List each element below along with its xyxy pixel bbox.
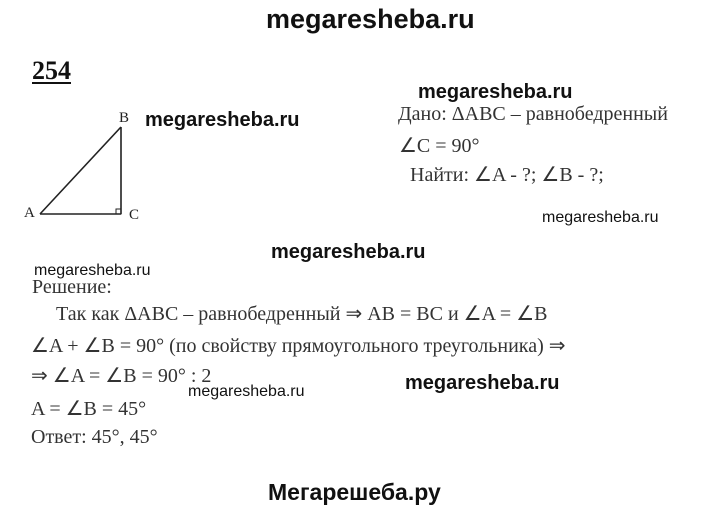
solution-line-1: Так как ΔABC – равнобедренный ⇒ AB = BC и ∠A = ∠B xyxy=(56,303,548,325)
watermark-given: megaresheba.ru xyxy=(418,81,573,103)
given-line-1: Дано: ΔABC – равнобедренный xyxy=(398,103,668,125)
watermark-bottom: Мегарешеба.ру xyxy=(268,479,441,505)
watermark-center: megaresheba.ru xyxy=(271,241,426,263)
problem-number: 254 xyxy=(32,56,71,85)
given-line-3: Найти: ∠A - ?; ∠B - ?; xyxy=(410,164,604,186)
watermark-right-small: megaresheba.ru xyxy=(542,209,659,226)
watermark-solution-small: megaresheba.ru xyxy=(34,262,151,279)
side-ab xyxy=(40,127,121,214)
watermark-lower-small: megaresheba.ru xyxy=(188,383,305,400)
solution-line-4: A = ∠B = 45° xyxy=(31,398,147,420)
given-line-2: ∠C = 90° xyxy=(399,135,480,157)
solution-line-3: ⇒ ∠A = ∠B = 90° : 2 xyxy=(31,365,212,387)
watermark-top: megaresheba.ru xyxy=(266,4,475,34)
watermark-figure: megaresheba.ru xyxy=(145,109,300,131)
solution-heading: Решение: xyxy=(32,276,112,298)
vertex-label-c: C xyxy=(129,207,140,223)
watermark-lower-right: megaresheba.ru xyxy=(405,372,560,394)
vertex-label-a: A xyxy=(24,205,35,221)
solution-answer: Ответ: 45°, 45° xyxy=(31,426,158,448)
solution-line-2: ∠A + ∠B = 90° (по свойству прямоугольного треугольника) ⇒ xyxy=(31,335,566,357)
vertex-label-b: B xyxy=(119,110,130,126)
